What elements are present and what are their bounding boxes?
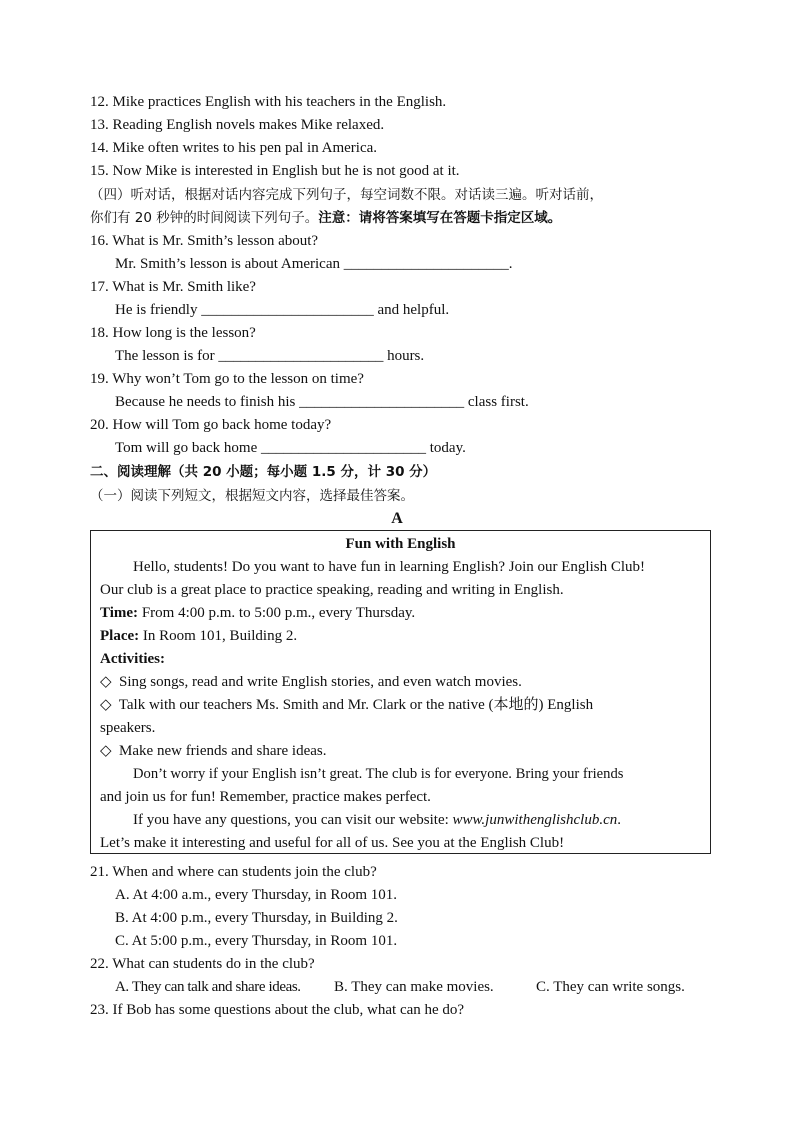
question-22: 22. What can students do in the club?: [90, 956, 315, 972]
statement-12: 12. Mike practices English with his teachers in the English.: [90, 94, 447, 110]
passage-para3-period: .: [617, 812, 622, 828]
activity-2: [100, 695, 593, 715]
reading-sub-instruction: （一）阅读下列短文，根据短文内容，选择最佳答案。: [90, 488, 414, 504]
question-19: 19. Why won’t Tom go to the lesson on time?: [90, 371, 364, 387]
question-18: 18. How long is the lesson?: [90, 325, 256, 341]
place-label: Place:: [100, 628, 140, 644]
place-value: In Room 101, Building 2.: [139, 628, 298, 644]
question-21-option-c: C. At 5:00 p.m., every Thursday, in Room 101.: [115, 933, 398, 949]
passage-para3-line2: Let’s make it interesting and useful for all of us. See you at the English Club!: [100, 835, 565, 851]
question-22-option-c: C. They can write songs.: [536, 979, 685, 995]
time-value: From 4:00 p.m. to 5:00 p.m., every Thursday.: [138, 605, 416, 621]
activity-2-text: Talk with our teachers Ms. Smith and Mr. Clark or the native (本地的) English: [118, 697, 594, 713]
question-20: 20. How will Tom go back home today?: [90, 417, 332, 433]
statement-13: 13. Reading English novels makes Mike relaxed.: [90, 117, 385, 133]
activity-3: [100, 741, 326, 761]
passage-para3-line1: [133, 810, 621, 830]
question-21: 21. When and where can students join the club?: [90, 864, 377, 880]
answer-17: He is friendly _______________________ and helpful.: [115, 302, 450, 318]
question-22-option-b: B. They can make movies.: [334, 979, 494, 995]
part4-instruction-note: 注意：请将答案填写在答题卡指定区域。: [318, 210, 562, 226]
statement-15: 15. Now Mike is interested in English but he is not good at it.: [90, 163, 460, 179]
activity-1-text: Sing songs, read and write English stories, and even watch movies.: [119, 674, 522, 690]
diamond-bullet-icon: ◇: [100, 743, 112, 759]
place-info: [100, 626, 297, 646]
statement-14: 14. Mike often writes to his pen pal in America.: [90, 140, 378, 156]
answer-16: Mr. Smith’s lesson is about American ______________________.: [115, 256, 513, 272]
question-22-option-a: A. They can talk and share ideas.: [115, 979, 301, 995]
passage-label: A: [391, 510, 403, 527]
part4-instruction-line1: （四）听对话，根据对话内容完成下列句子，每空词数不限。对话读三遍。听对话前，: [90, 187, 603, 203]
activity-2-continued: speakers.: [100, 720, 156, 736]
time-info: [100, 603, 415, 623]
website-link[interactable]: www.junwithenglishclub.cn: [452, 812, 618, 828]
diamond-bullet-icon: ◇: [100, 674, 112, 690]
activity-1: [100, 672, 522, 692]
activity-3-text: Make new friends and share ideas.: [119, 743, 327, 759]
answer-19: Because he needs to finish his ______________________ class first.: [115, 394, 529, 410]
question-17: 17. What is Mr. Smith like?: [90, 279, 256, 295]
part4-instruction-text: 你们有 20 秒钟的时间阅读下列句子。: [90, 210, 319, 226]
passage-para2-line1: Don’t worry if your English isn’t great. The club is for everyone. Bring your friends: [133, 766, 624, 782]
passage-title: Fun with English: [345, 536, 456, 552]
time-label: Time:: [100, 605, 139, 621]
passage-para1-line2: Our club is a great place to practice speaking, reading and writing in English.: [100, 582, 564, 598]
passage-para1-line1: Hello, students! Do you want to have fun in learning English? Join our English Club!: [133, 559, 646, 575]
passage-para2-line2: and join us for fun! Remember, practice makes perfect.: [100, 789, 431, 805]
question-16: 16. What is Mr. Smith’s lesson about?: [90, 233, 319, 249]
question-21-option-b: B. At 4:00 p.m., every Thursday, in Building 2.: [115, 910, 398, 926]
answer-20: Tom will go back home ______________________ today.: [115, 440, 466, 456]
answer-18: The lesson is for ______________________ hours.: [115, 348, 425, 364]
activities-label: Activities:: [100, 651, 165, 667]
question-23: 23. If Bob has some questions about the club, what can he do?: [90, 1002, 465, 1018]
passage-para3-text: If you have any questions, you can visit our website:: [133, 812, 453, 828]
reading-section-heading: 二、阅读理解（共 20 小题；每小题 1.5 分，计 30 分）: [90, 464, 437, 480]
question-21-option-a: A. At 4:00 a.m., every Thursday, in Room 101.: [115, 887, 398, 903]
part4-instruction-line2: [90, 208, 561, 228]
passage-box: [90, 530, 711, 854]
diamond-bullet-icon: ◇: [100, 697, 112, 713]
